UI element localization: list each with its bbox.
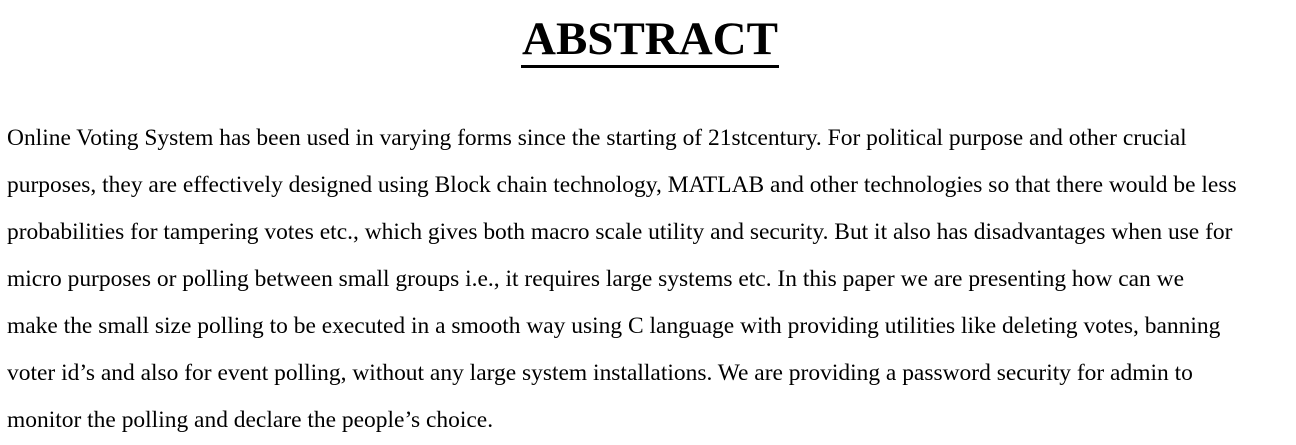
abstract-heading (0, 9, 1296, 69)
abstract-heading-text: ABSTRACT (521, 13, 779, 68)
paragraph-line: voter id’s and also for event polling, without any large system installations. We are providing a password security for admin to (7, 360, 1193, 386)
paragraph-line: Online Voting System has been used in varying forms since the starting of 21stcentury. For political purpose and other crucial (7, 125, 1187, 151)
paragraph-line: monitor the polling and declare the people’s choice. (7, 407, 494, 433)
paragraph-line: purposes, they are effectively designed using Block chain technology, MATLAB and other technologies so that there would be less (7, 172, 1237, 198)
paragraph-line: micro purposes or polling between small groups i.e., it requires large systems etc. In this paper we are presenting how can we (7, 266, 1184, 292)
paragraph-line: probabilities for tampering votes etc., which gives both macro scale utility and security. But it also has disadvantages when use for (7, 219, 1233, 245)
abstract-paragraph (7, 115, 1295, 444)
paragraph-line: make the small size polling to be executed in a smooth way using C language with providing utilities like deleting votes, banning (7, 313, 1221, 339)
